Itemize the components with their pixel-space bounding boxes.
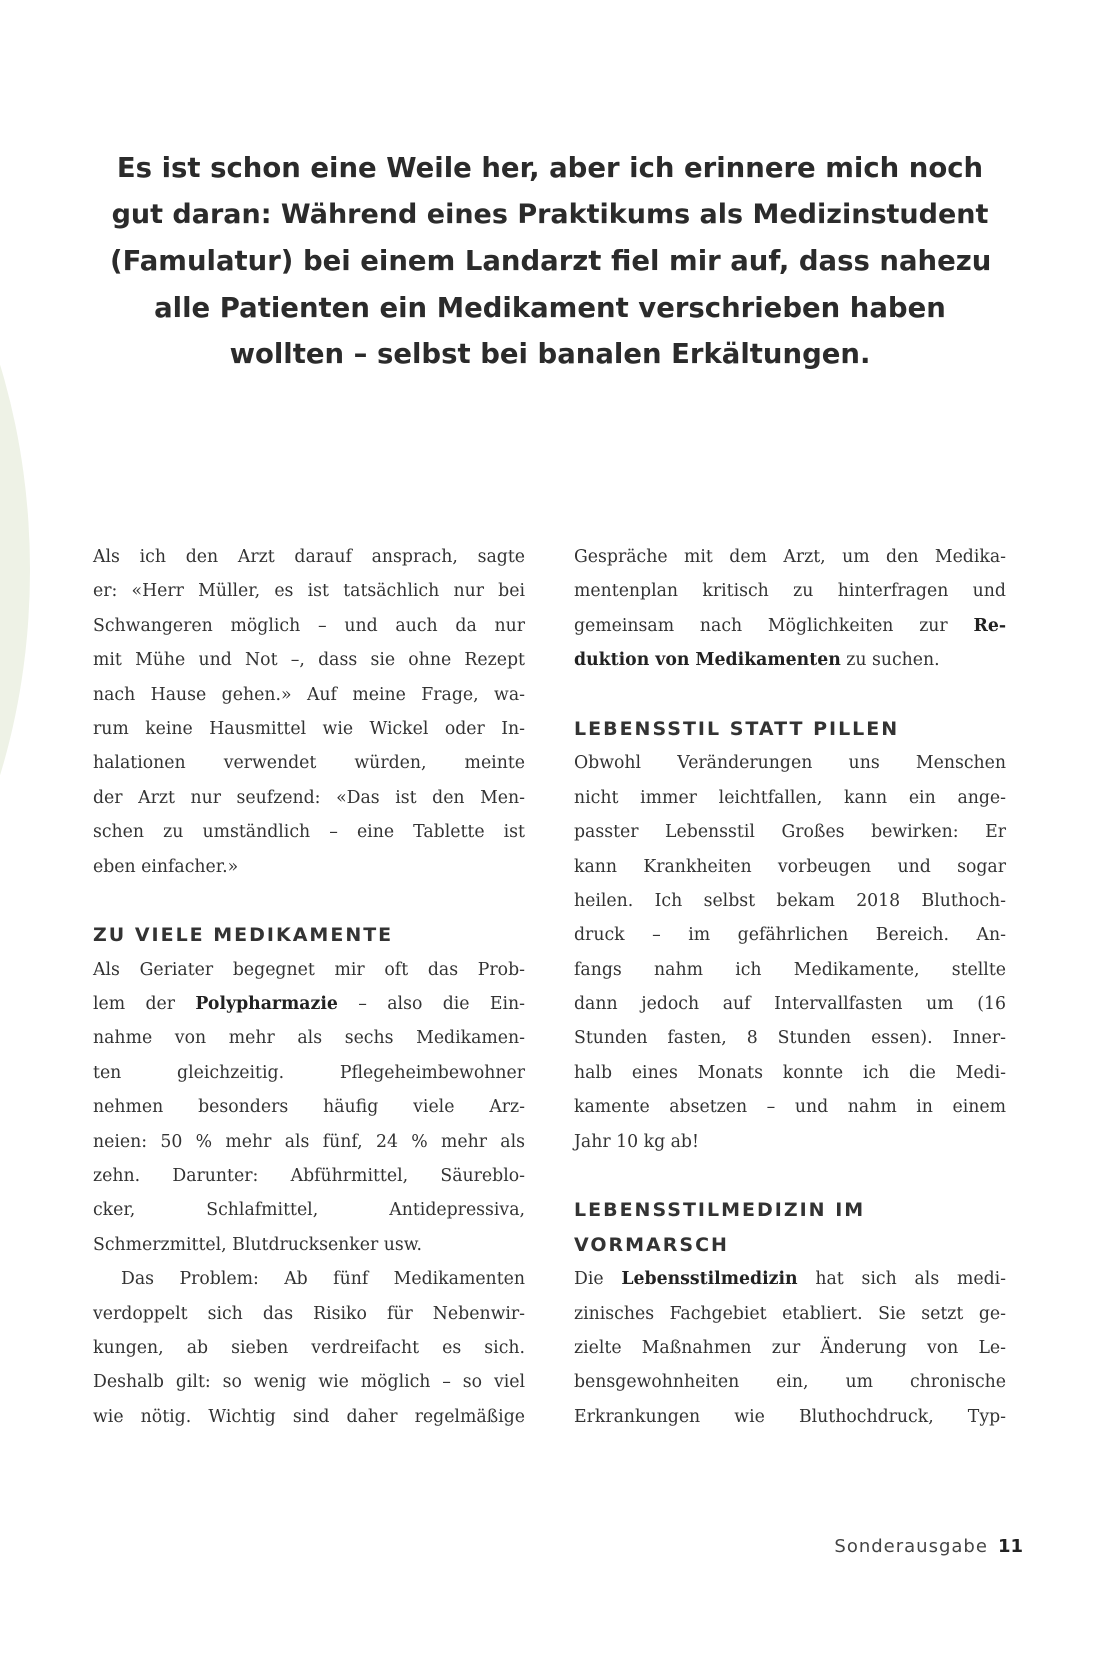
intro-line: Es ist schon eine Weile her, aber ich erinnere mich noch bbox=[116, 152, 984, 184]
body-line: wie nötig. Wichtig sind daher regelmäßige bbox=[93, 1406, 525, 1427]
body-line: halationen verwendet würden, meinte bbox=[93, 753, 525, 774]
body-line: zielte Maßnahmen zur Änderung von Le- bbox=[574, 1337, 1006, 1358]
text-run: zu suchen. bbox=[840, 650, 940, 671]
text-run: lem der bbox=[93, 994, 196, 1015]
section-heading: LEBENSSTIL STATT PILLEN bbox=[574, 717, 900, 740]
body-line: Gespräche mit dem Arzt, um den Medika- bbox=[574, 547, 1006, 567]
body-line: nicht immer leichtfallen, kann ein ange- bbox=[574, 787, 1006, 808]
text-run: Die bbox=[574, 1269, 622, 1290]
body-line: cker, Schlafmittel, Antidepressiva, bbox=[93, 1200, 525, 1221]
intro-line: alle Patienten ein Medikament verschrieben haben bbox=[154, 291, 946, 324]
body-line: fangs nahm ich Medikamente, stellte bbox=[574, 959, 1006, 980]
body-line: verdoppelt sich das Risiko für Nebenwir- bbox=[93, 1303, 525, 1324]
body-line: ten gleichzeitig. Pflegeheimbewohner bbox=[93, 1062, 525, 1083]
left-column bbox=[93, 540, 525, 1434]
body-line: Als Geriater begegnet mir oft das Prob- bbox=[93, 959, 525, 980]
body-line: zinisches Fachgebiet etabliert. Sie setzt ge- bbox=[574, 1303, 1006, 1324]
publication-label: Sonderausgabe bbox=[834, 1536, 988, 1557]
body-line: Obwohl Veränderungen uns Menschen bbox=[574, 753, 1006, 774]
body-line: passter Lebensstil Großes bewirken: Er bbox=[574, 822, 1006, 843]
body-line: Als ich den Arzt darauf ansprach, sagte bbox=[93, 547, 525, 567]
right-column bbox=[574, 540, 1006, 1434]
body-line: der Arzt nur seufzend: «Das ist den Men- bbox=[93, 787, 525, 808]
decorative-arc bbox=[0, 70, 30, 1070]
page-footer bbox=[834, 1536, 1023, 1557]
intro-line: gut daran: Während eines Praktikums als Medizinstudent bbox=[111, 198, 989, 230]
body-line: druck – im gefährlichen Bereich. An- bbox=[574, 925, 1006, 946]
paragraph-gap bbox=[93, 884, 525, 918]
body-line: halb eines Monats konnte ich die Medi- bbox=[574, 1062, 1006, 1083]
body-line: kann Krankheiten vorbeugen und sogar bbox=[574, 856, 1006, 877]
body-line: nach Hause gehen.» Auf meine Frage, wa- bbox=[93, 684, 525, 705]
body-line: nehmen besonders häufig viele Arz- bbox=[93, 1097, 525, 1118]
bold-term: Re- bbox=[973, 615, 1006, 636]
body-line: er: «Herr Müller, es ist tatsächlich nur bei bbox=[93, 581, 525, 602]
body-line bbox=[93, 987, 525, 1021]
body-line: kamente absetzen – und nahm in einem bbox=[574, 1097, 1006, 1118]
body-line: zehn. Darunter: Abführmittel, Säureblo- bbox=[93, 1166, 525, 1187]
section-heading: ZU VIELE MEDIKAMENTE bbox=[93, 924, 394, 947]
body-line: Das Problem: Ab fünf Medikamenten bbox=[121, 1269, 525, 1290]
paragraph-gap bbox=[574, 1159, 1006, 1193]
body-line: mentenplan kritisch zu hinterfragen und bbox=[574, 581, 1006, 602]
body-line: Erkrankungen wie Bluthochdruck, Typ- bbox=[574, 1406, 1006, 1427]
intro-lead-text bbox=[110, 145, 990, 378]
body-line: mit Mühe und Not –, dass sie ohne Rezept bbox=[93, 650, 525, 671]
body-line: Jahr 10 kg ab! bbox=[574, 1131, 699, 1152]
body-line: Stunden fasten, 8 Stunden essen). Inner- bbox=[574, 1028, 1006, 1049]
body-line: schen zu umständlich – eine Tablette ist bbox=[93, 822, 525, 843]
body-line: rum keine Hausmittel wie Wickel oder In- bbox=[93, 718, 525, 739]
body-line: nahme von mehr als sechs Medikamen- bbox=[93, 1028, 525, 1049]
text-run: hat sich als medi- bbox=[797, 1269, 1006, 1290]
section-heading: VORMARSCH bbox=[574, 1233, 729, 1256]
intro-line: wollten – selbst bei banalen Erkältungen. bbox=[229, 338, 871, 370]
body-line: neien: 50 % mehr als fünf, 24 % mehr als bbox=[93, 1131, 525, 1152]
body-line: bensgewohnheiten ein, um chronische bbox=[574, 1372, 1006, 1393]
body-line bbox=[574, 643, 1006, 677]
intro-line: (Famulatur) bei einem Landarzt fiel mir auf, dass nahezu bbox=[110, 245, 992, 277]
page-number: 11 bbox=[997, 1536, 1023, 1557]
bold-term: Polypharmazie bbox=[195, 994, 338, 1015]
body-line: Schwangeren möglich – und auch da nur bbox=[93, 615, 525, 636]
bold-term: Lebensstilmedizin bbox=[621, 1269, 798, 1290]
body-line: Schmerzmittel, Blutdrucksenker usw. bbox=[93, 1234, 422, 1255]
body-line: eben einfacher.» bbox=[93, 856, 239, 877]
body-line bbox=[574, 1262, 1006, 1296]
paragraph-gap bbox=[574, 678, 1006, 712]
text-run: – also die Ein- bbox=[337, 994, 525, 1015]
section-heading: LEBENSSTILMEDIZIN IM bbox=[574, 1199, 866, 1222]
text-run: gemeinsam nach Möglichkeiten zur bbox=[574, 615, 974, 636]
body-line: kungen, ab sieben verdreifacht es sich. bbox=[93, 1337, 525, 1358]
body-line: heilen. Ich selbst bekam 2018 Bluthoch- bbox=[574, 890, 1006, 911]
bold-term: duktion von Medikamenten bbox=[574, 650, 841, 671]
body-line bbox=[574, 609, 1006, 643]
body-line: dann jedoch auf Intervallfasten um (16 bbox=[574, 994, 1006, 1015]
body-line: Deshalb gilt: so wenig wie möglich – so viel bbox=[93, 1372, 525, 1393]
